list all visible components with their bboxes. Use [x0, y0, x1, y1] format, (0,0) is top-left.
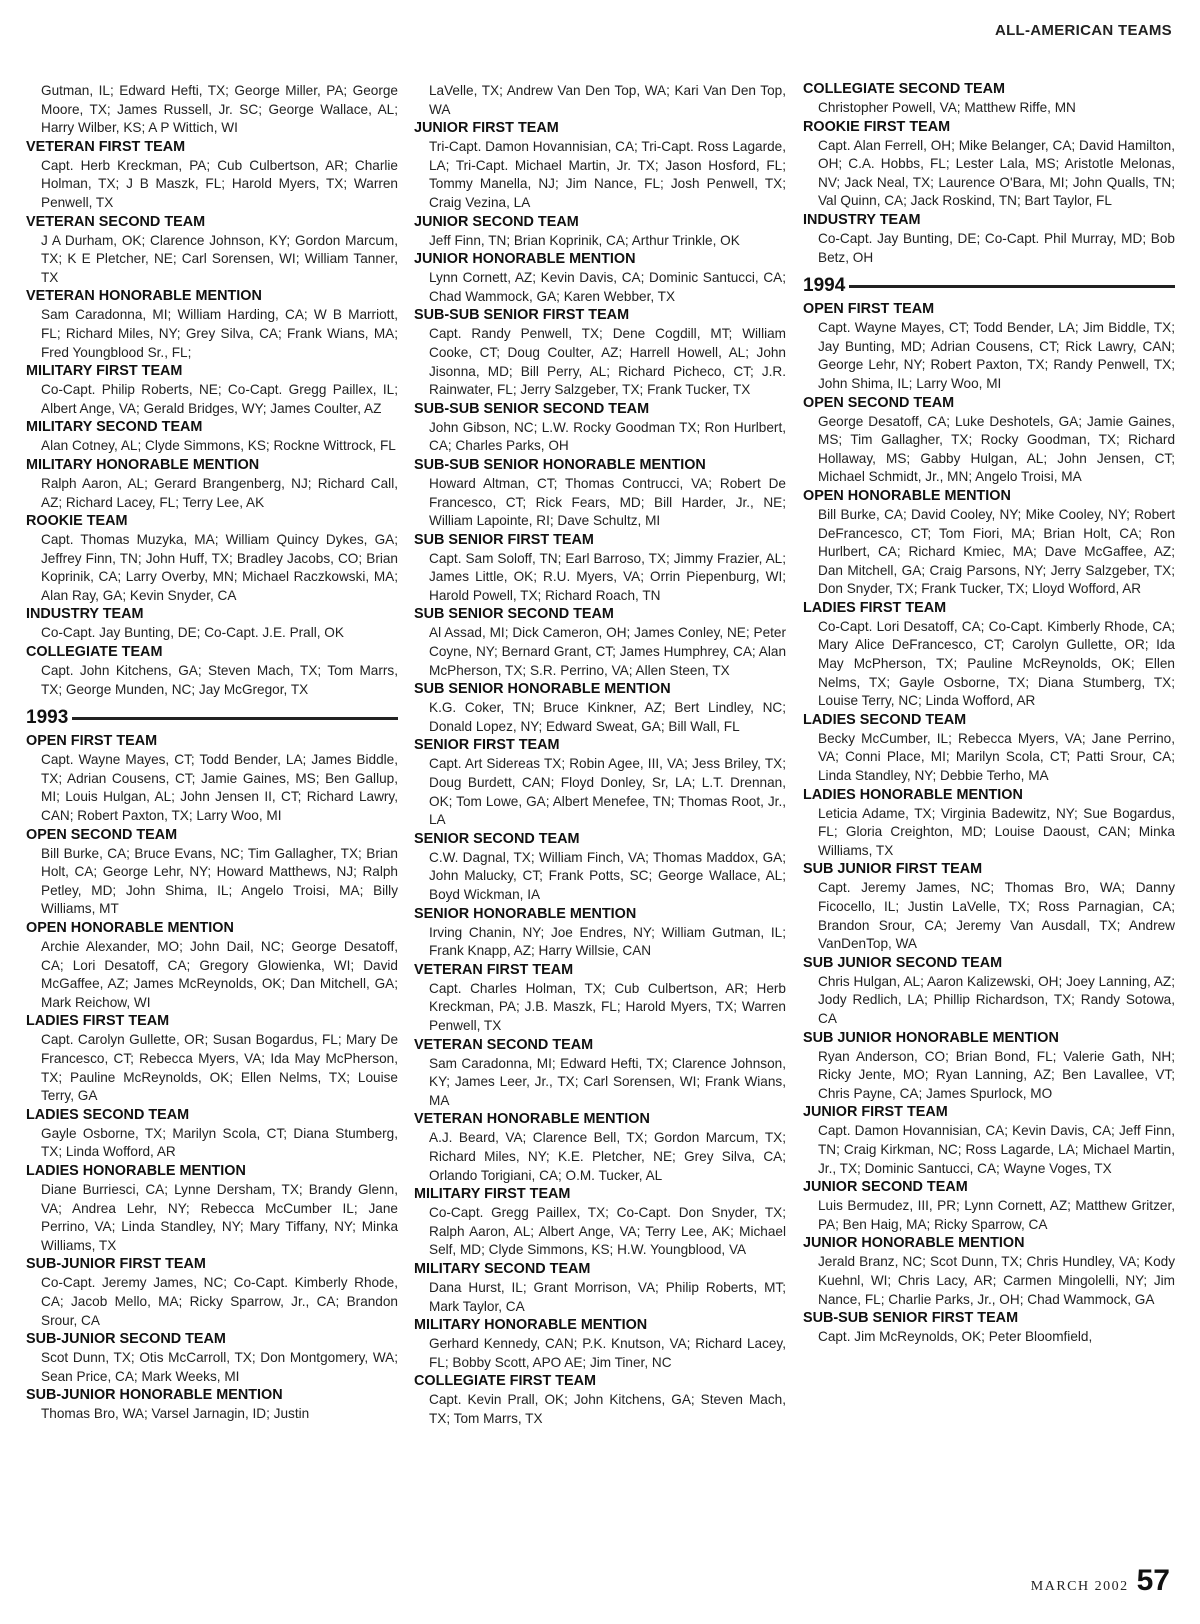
team-section [26, 138, 398, 213]
team-section [414, 119, 786, 212]
team-members: Scot Dunn, TX; Otis McCarroll, TX; Don Montgomery, WA; Sean Price, CA; Mark Weeks, MI [41, 1350, 398, 1384]
team-members: Capt. Kevin Prall, OK; John Kitchens, GA; Steven Mach, TX; Tom Marrs, TX [429, 1392, 786, 1426]
team-members: Howard Altman, CT; Thomas Contrucci, VA; Robert De Francesco, CT; Rick Fears, MD; Bill Harder, Jr., NE; William Lapointe, RI; Dave Schultz, MI [429, 475, 786, 529]
team-section [414, 961, 786, 1036]
team-members: Jeff Finn, TN; Brian Koprinik, CA; Arthur Trinkle, OK [429, 232, 740, 248]
team-heading: SUB JUNIOR FIRST TEAM [803, 861, 983, 878]
team-section [26, 1012, 398, 1105]
team-section [26, 1386, 398, 1424]
team-members: Gerhard Kennedy, CAN; P.K. Knutson, VA; Richard Lacey, FL; Bobby Scott, APO AE; Jim Tiner, NC [429, 1336, 786, 1370]
team-section [26, 213, 398, 288]
team-heading: SUB JUNIOR HONORABLE MENTION [803, 1029, 1059, 1046]
team-heading: MILITARY SECOND TEAM [26, 419, 203, 436]
team-heading: COLLEGIATE TEAM [26, 644, 163, 661]
team-section [26, 287, 398, 362]
team-section [26, 826, 398, 919]
team-section [26, 605, 398, 643]
team-section [26, 82, 398, 138]
team-section [803, 1309, 1175, 1347]
team-members: Capt. Jeremy James, NC; Thomas Bro, WA; Danny Ficocello, IL; Justin LaVelle, TX; Ross Parnagian, CA; Brandon Srour, CA; Jeremy Van Ausdall, TX; Andrew VanDenTop, WA [818, 880, 1175, 952]
team-section [414, 605, 786, 680]
team-members: Ryan Anderson, CO; Brian Bond, FL; Valerie Gath, NH; Ricky Jente, MO; Ryan Lanning, AZ; Ben Lavallee, VT; Chris Payne, CA; James Spurlock, MO [818, 1048, 1175, 1101]
team-heading: LADIES FIRST TEAM [26, 1013, 170, 1030]
team-heading: VETERAN SECOND TEAM [26, 213, 206, 230]
team-members: Gutman, IL; Edward Hefti, TX; George Miller, PA; George Moore, TX; James Russell, Jr. SC; George Wallace, AL; Harry Wilber, KS; A P Wittich, WI [41, 83, 398, 136]
team-heading: LADIES SECOND TEAM [26, 1106, 190, 1123]
year-section-header [803, 274, 1175, 298]
team-section [803, 1103, 1175, 1178]
team-heading: SUB-JUNIOR HONORABLE MENTION [26, 1387, 283, 1404]
team-section [414, 830, 786, 905]
team-heading: SUB JUNIOR SECOND TEAM [803, 954, 1003, 971]
team-section [26, 1255, 398, 1330]
team-section [803, 1234, 1175, 1309]
team-members: Capt. Art Sidereas TX; Robin Agee, III, VA; Jess Briley, TX; Doug Burdett, CAN; Floyd Donley, Sr, LA; L.T. Drennan, OK; Tom Lowe, GA; Albert Menefee, TN; Thomas Root, Jr., LA [429, 756, 786, 828]
column-2 [414, 82, 786, 1428]
team-heading: INDUSTRY TEAM [803, 211, 921, 228]
team-members: C.W. Dagnal, TX; William Finch, VA; Thomas Maddox, GA; John Malucky, CT; Frank Potts, SC; George Wallace, AL; Boyd Wickman, IA [429, 849, 786, 902]
team-members: Capt. Wayne Mayes, CT; Todd Bender, LA; James Biddle, TX; Adrian Cousens, CT; Jamie Gaines, MS; Ben Gallup, MI; Louis Hulgan, AL; John Jensen II, CT; Richard Lawry, CAN; Robert Paxton, TX; Larry Woo, MI [41, 752, 398, 824]
team-members: Co-Capt. Jay Bunting, DE; Co-Capt. Phil Murray, MD; Bob Betz, OH [818, 230, 1175, 265]
team-section [414, 905, 786, 961]
team-section [803, 211, 1175, 267]
team-heading: JUNIOR HONORABLE MENTION [803, 1235, 1025, 1252]
team-heading: MILITARY HONORABLE MENTION [26, 456, 260, 473]
team-section [803, 1029, 1175, 1104]
team-heading: MILITARY SECOND TEAM [414, 1260, 591, 1277]
team-section [803, 711, 1175, 786]
team-members: Co-Capt. Jeremy James, NC; Co-Capt. Kimberly Rhode, CA; Jacob Mello, MA; Ricky Sparrow, Jr., CA; Brandon Srour, CA [41, 1275, 398, 1328]
column-1 [26, 82, 398, 1424]
team-members: John Gibson, NC; L.W. Rocky Goodman TX; Ron Hurlbert, CA; Charles Parks, OH [429, 419, 786, 454]
team-members: Co-Capt. Philip Roberts, NE; Co-Capt. Gregg Paillex, IL; Albert Ange, VA; Gerald Bridges, WY; James Coulter, AZ [41, 382, 398, 416]
team-heading: VETERAN HONORABLE MENTION [26, 288, 262, 305]
team-section [414, 456, 786, 531]
year-label: 1994 [803, 275, 846, 297]
team-section [26, 418, 398, 456]
team-section [26, 512, 398, 605]
team-members: Diane Burriesci, CA; Lynne Dersham, TX; Brandy Glenn, VA; Andrea Lehr, NY; Rebecca McCumber IL; Jane Perrino, VA; Linda Standley, NY; Mary Tiffany, NY; Minka Williams, TX [41, 1181, 398, 1253]
team-members: J A Durham, OK; Clarence Johnson, KY; Gordon Marcum, TX; K E Pletcher, NE; Carl Sorensen, WI; William Tanner, TX [41, 232, 398, 285]
team-section [803, 118, 1175, 211]
team-members: Dana Hurst, IL; Grant Morrison, VA; Philip Roberts, MT; Mark Taylor, CA [429, 1279, 786, 1314]
team-section [414, 531, 786, 606]
team-members: Al Assad, MI; Dick Cameron, OH; James Conley, NE; Peter Coyne, NY; Bernard Grant, CT; James Humphrey, CA; Alan McPherson, TX; S.R. Perrino, VA; Allen Steen, TX [429, 625, 786, 678]
team-members: Chris Hulgan, AL; Aaron Kalizewski, OH; Joey Lanning, AZ; Jody Redlich, LA; Phillip Richardson, TX; Randy Sotowa, CA [818, 973, 1175, 1026]
team-heading: VETERAN FIRST TEAM [414, 961, 574, 978]
team-members: Sam Caradonna, MI; Edward Hefti, TX; Clarence Johnson, KY; James Leer, Jr., TX; Carl Sorensen, WI; Frank Wians, MA [429, 1055, 786, 1108]
team-members: Alan Cotney, AL; Clyde Simmons, KS; Rockne Wittrock, FL [41, 438, 396, 454]
team-heading: SUB-JUNIOR SECOND TEAM [26, 1331, 226, 1348]
team-section [26, 1330, 398, 1386]
team-members: Co-Capt. Gregg Paillex, TX; Co-Capt. Don Snyder, TX; Ralph Aaron, AL; Albert Ange, VA; Terry Lee, AK; Michael Self, MD; Clyde Simmons, KS; H.W. Youngblood, VA [429, 1205, 786, 1258]
column-3 [803, 80, 1175, 1347]
team-section [803, 80, 1175, 118]
team-section [26, 456, 398, 512]
team-members: LaVelle, TX; Andrew Van Den Top, WA; Kari Van Den Top, WA [429, 83, 786, 117]
issue-date: MARCH 2002 [1030, 1579, 1129, 1594]
team-heading: COLLEGIATE SECOND TEAM [803, 81, 1006, 97]
team-section [803, 786, 1175, 861]
team-members: Lynn Cornett, AZ; Kevin Davis, CA; Dominic Santucci, CA; Chad Wammock, GA; Karen Webber, TX [429, 270, 786, 304]
year-section-header [26, 706, 398, 730]
team-heading: SUB-SUB SENIOR HONORABLE MENTION [414, 456, 706, 473]
team-members: Capt. John Kitchens, GA; Steven Mach, TX; Tom Marrs, TX; George Munden, NC; Jay McGregor, TX [41, 663, 398, 697]
team-section [803, 1178, 1175, 1234]
team-section [803, 394, 1175, 487]
team-section [414, 250, 786, 306]
team-members: George Desatoff, CA; Luke Deshotels, GA; Jamie Gaines, MS; Tim Gallagher, TX; Rocky Goodman, TX; Richard Hollaway, MS; Gabby Hulgan, AL; John Jensen, CT; Michael Schmidt, Jr., MN; Angelo Troisi, MA [818, 413, 1175, 485]
team-members: Jerald Branz, NC; Scot Dunn, TX; Chris Hundley, VA; Kody Kuehnl, WI; Chris Lacy, AR; Carmen Mingolelli, NY; Jim Nance, FL; Charlie Parks, Jr., OH; Chad Wammock, GA [818, 1254, 1175, 1307]
team-heading: INDUSTRY TEAM [26, 606, 144, 623]
team-members: Tri-Capt. Damon Hovannisian, CA; Tri-Capt. Ross Lagarde, LA; Tri-Capt. Michael Martin, Jr. TX; Jason Hosford, FL; Tommy Manella, NJ; Jim Nance, FL; Josh Penwell, TX; Craig Vezina, LA [429, 139, 786, 210]
team-section [26, 1162, 398, 1255]
team-section [803, 954, 1175, 1029]
team-section [414, 400, 786, 456]
team-heading: MILITARY FIRST TEAM [26, 363, 183, 380]
team-members: K.G. Coker, TN; Bruce Kinkner, AZ; Bert Lindley, NC; Donald Lopez, NY; Edward Sweat, GA; Bill Wall, FL [429, 700, 786, 734]
team-members: Thomas Bro, WA; Varsel Jarnagin, ID; Justin [41, 1406, 310, 1422]
team-section [26, 919, 398, 1012]
team-members: Ralph Aaron, AL; Gerard Brangenberg, NJ; Richard Call, AZ; Richard Lacey, FL; Terry Lee, AK [41, 475, 398, 510]
team-section [414, 1036, 786, 1111]
team-section [414, 1185, 786, 1260]
team-section [803, 487, 1175, 599]
team-section [803, 860, 1175, 953]
team-heading: LADIES HONORABLE MENTION [26, 1162, 246, 1179]
page-footer [1031, 1564, 1170, 1598]
team-members: Irving Chanin, NY; Joe Endres, NY; William Gutman, IL; Frank Knapp, AZ; Harry Willsie, CAN [429, 924, 786, 959]
team-heading: SUB-SUB SENIOR FIRST TEAM [803, 1310, 1019, 1327]
team-heading: SUB-JUNIOR FIRST TEAM [26, 1256, 206, 1273]
team-members: Capt. Sam Soloff, TN; Earl Barroso, TX; Jimmy Frazier, AL; James Little, OK; R.U. Myers, VA; Orrin Piepenburg, WI; Harold Powell, TX; Richard Roach, TN [429, 550, 786, 603]
team-section [26, 732, 398, 825]
team-heading: JUNIOR FIRST TEAM [803, 1104, 948, 1121]
team-heading: MILITARY HONORABLE MENTION [414, 1317, 648, 1334]
team-members: Capt. Charles Holman, TX; Cub Culbertson, AR; Herb Kreckman, PA; J.B. Maszk, FL; Harold Myers, TX; Warren Penwell, TX [429, 980, 786, 1033]
team-section [414, 306, 786, 399]
team-members: Sam Caradonna, MI; William Harding, CA; W B Marriott, FL; Richard Miles, NY; Grey Silva, CA; Frank Wians, MA; Fred Youngblood Sr., FL; [41, 307, 398, 360]
team-heading: SENIOR HONORABLE MENTION [414, 905, 637, 922]
team-members: Capt. Damon Hovannisian, CA; Kevin Davis, CA; Jeff Finn, TN; Craig Kirkman, NC; Ross Lagarde, LA; Michael Martin, Jr., TX; Dominic Santucci, CA; Wayne Voges, TX [818, 1123, 1175, 1176]
team-members: Capt. Carolyn Gullette, OR; Susan Bogardus, FL; Mary De Francesco, CT; Rebecca Myers, VA; Ida May McPherson, TX; Pauline McReynolds, OK; Ellen Nelms, TX; Louise Terry, GA [41, 1032, 398, 1104]
team-section [414, 213, 786, 251]
team-heading: ROOKIE FIRST TEAM [803, 118, 951, 135]
team-heading: OPEN FIRST TEAM [803, 301, 935, 318]
team-heading: OPEN FIRST TEAM [26, 733, 158, 750]
team-heading: VETERAN FIRST TEAM [26, 138, 186, 155]
team-members: Capt. Randy Penwell, TX; Dene Cogdill, MT; William Cooke, CT; Doug Coulter, AZ; Harrell Howell, AL; John Jisonna, MD; Bill Perry, AL; Richard Picheco, CT; J.R. Rainwater, FL; Jerry Salzgeber, TX; Frank Tucker, TX [429, 326, 786, 398]
team-heading: SENIOR SECOND TEAM [414, 830, 580, 847]
team-members: Capt. Wayne Mayes, CT; Todd Bender, LA; Jim Biddle, TX; Jay Bunting, MD; Adrian Cousens, CT; Rick Lawry, CAN; George Lehr, NY; Robert Paxton, TX; Randy Penwell, TX; John Shima, IL; Larry Woo, MI [818, 320, 1175, 391]
team-section [414, 736, 786, 829]
team-section [414, 1260, 786, 1316]
team-members: Gayle Osborne, TX; Marilyn Scola, CT; Diana Stumberg, TX; Linda Wofford, AR [41, 1125, 398, 1160]
team-section [26, 1106, 398, 1162]
team-section [414, 1316, 786, 1372]
team-heading: SENIOR FIRST TEAM [414, 737, 560, 754]
team-members: Capt. Herb Kreckman, PA; Cub Culbertson, AR; Charlie Holman, TX; J B Maszk, FL; Harold Myers, TX; Warren Penwell, TX [41, 157, 398, 210]
team-members: Capt. Thomas Muzyka, MA; William Quincy Dykes, GA; Jeffrey Finn, TN; John Huff, TX; Bradley Jacobs, CO; Brian Koprinik, CA; Larry Overby, MN; Michael Raczkowski, MA; Alan Ray, GA; Kevin Snyder, CA [41, 532, 398, 603]
team-heading: JUNIOR FIRST TEAM [414, 120, 559, 137]
team-members: Co-Capt. Jay Bunting, DE; Co-Capt. J.E. Prall, OK [41, 625, 344, 641]
team-heading: MILITARY FIRST TEAM [414, 1186, 571, 1203]
team-heading: SUB SENIOR HONORABLE MENTION [414, 681, 671, 698]
team-members: A.J. Beard, VA; Clarence Bell, TX; Gordon Marcum, TX; Richard Miles, NY; K.E. Pletcher, NE; Grey Silva, CA; Orlando Torigiani, CA; O.M. Tucker, AL [429, 1130, 786, 1183]
team-heading: JUNIOR HONORABLE MENTION [414, 251, 636, 268]
team-members: Capt. Jim McReynolds, OK; Peter Bloomfield, [818, 1329, 1093, 1345]
team-members: Christopher Powell, VA; Matthew Riffe, MN [818, 100, 1076, 115]
team-section [26, 643, 398, 699]
team-heading: ROOKIE TEAM [26, 513, 128, 530]
team-heading: JUNIOR SECOND TEAM [414, 213, 579, 230]
page-number: 57 [1136, 1564, 1170, 1597]
team-heading: OPEN SECOND TEAM [803, 394, 955, 411]
team-members: Bill Burke, CA; Bruce Evans, NC; Tim Gallagher, TX; Brian Holt, CA; George Lehr, NY; Howard Matthews, NJ; Ralph Petley, MD; John Shima, IL; Angelo Troisi, MA; Billy Williams, MT [41, 845, 398, 917]
team-members: Leticia Adame, TX; Virginia Badewitz, NY; Sue Bogardus, FL; Gloria Creighton, MD; Louise Daoust, CAN; Minka Williams, TX [818, 805, 1175, 858]
team-section [26, 362, 398, 418]
team-heading: OPEN HONORABLE MENTION [803, 487, 1011, 504]
year-rule [72, 717, 398, 720]
team-heading: SUB SENIOR FIRST TEAM [414, 531, 594, 548]
team-section [414, 82, 786, 119]
team-members: Capt. Alan Ferrell, OH; Mike Belanger, CA; David Hamilton, OH; C.A. Hobbs, FL; Lester Lala, MS; Aristotle Melonas, NV; Jack Neal, TX; Laurence O'Bara, MI; John Qualls, TN; Val Quinn, CA; Jack Roskind, TN; Bart Taylor, FL [818, 137, 1175, 209]
team-section [803, 599, 1175, 711]
team-heading: OPEN SECOND TEAM [26, 826, 178, 843]
team-heading: SUB SENIOR SECOND TEAM [414, 606, 614, 623]
team-section [803, 300, 1175, 393]
team-members: Archie Alexander, MO; John Dail, NC; George Desatoff, CA; Lori Desatoff, CA; Gregory Glowienka, WI; David McGaffee, AZ; James McReynolds, OK; Dan Mitchell, GA; Mark Reichow, WI [41, 939, 398, 1010]
team-members: Luis Bermudez, III, PR; Lynn Cornett, AZ; Matthew Gritzer, PA; Ben Haig, MA; Ricky Sparrow, CA [818, 1198, 1175, 1232]
team-members: Co-Capt. Lori Desatoff, CA; Co-Capt. Kimberly Rhode, CA; Mary Alice DeFrancesco, CT; Carolyn Gullette, OR; Ida May McPherson, TX; Pauline McReynolds, OK; Ellen Nelms, TX; Gayle Osborne, TX; Diana Stumberg, TX; Louise Terry, NC; Linda Wofford, AR [818, 618, 1175, 709]
year-rule [849, 285, 1175, 288]
team-heading: LADIES SECOND TEAM [803, 711, 967, 728]
team-section [414, 1372, 786, 1428]
team-heading: COLLEGIATE FIRST TEAM [414, 1373, 597, 1390]
team-section [414, 680, 786, 736]
team-heading: LADIES HONORABLE MENTION [803, 786, 1023, 803]
team-members: Bill Burke, CA; David Cooley, NY; Mike Cooley, NY; Robert DeFrancesco, CT; Tom Fiori, MA; Brian Holt, CA; Ron Hurlbert, CA; Richard Kmiec, MA; Dave McGaffee, AZ; Dan Mitchell, GA; Craig Parsons, NY; Jerry Salzgeber, TX; Don Snyder, TX; Frank Tucker, TX; Lloyd Wofford, AR [818, 506, 1175, 597]
team-section [414, 1110, 786, 1185]
year-label: 1993 [26, 707, 69, 729]
team-heading: LADIES FIRST TEAM [803, 599, 947, 616]
team-heading: JUNIOR SECOND TEAM [803, 1179, 968, 1196]
team-heading: SUB-SUB SENIOR SECOND TEAM [414, 400, 650, 417]
team-members: Becky McCumber, IL; Rebecca Myers, VA; Jane Perrino, VA; Conni Place, MI; Marilyn Scola, CT; Patti Srour, CA; Linda Standley, NY; Debbie Terho, MA [818, 730, 1175, 784]
team-heading: VETERAN HONORABLE MENTION [414, 1111, 650, 1128]
team-heading: VETERAN SECOND TEAM [414, 1036, 594, 1053]
running-head: ALL-AMERICAN TEAMS [994, 22, 1172, 39]
team-heading: SUB-SUB SENIOR FIRST TEAM [414, 307, 630, 324]
team-heading: OPEN HONORABLE MENTION [26, 920, 234, 936]
